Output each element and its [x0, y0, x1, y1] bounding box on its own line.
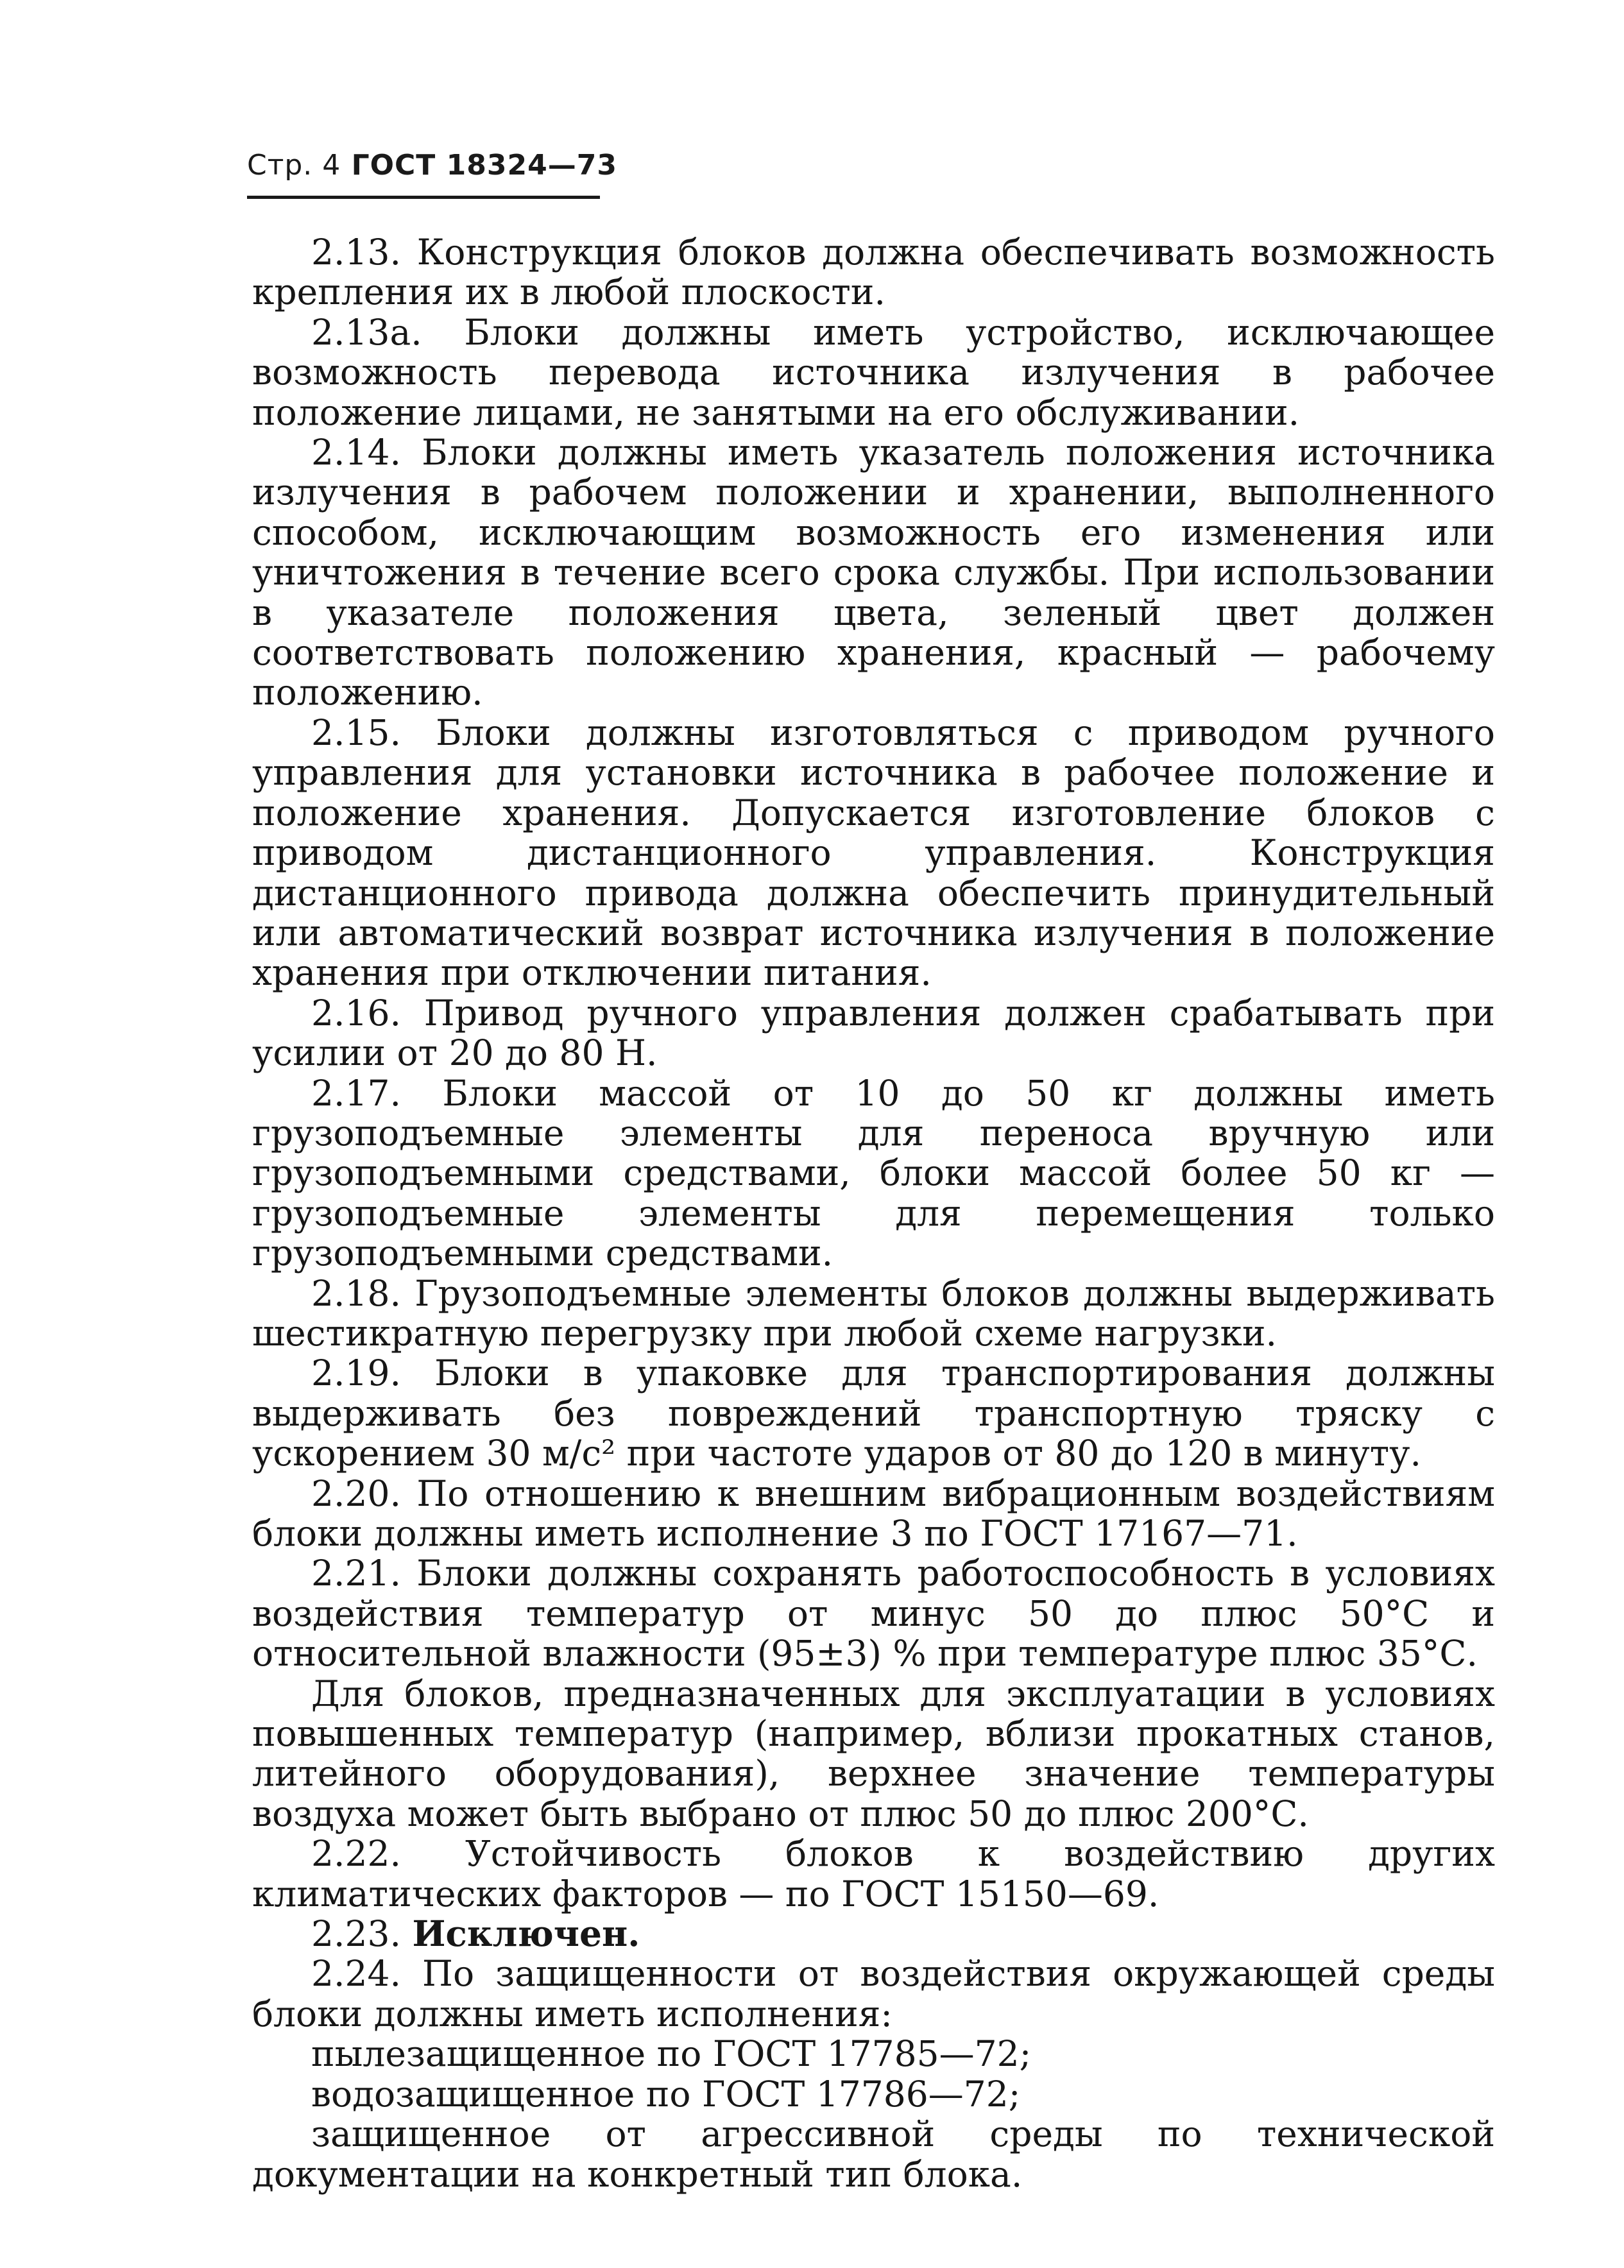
paragraph-2-24: 2.24. По защищенности от воздействия окружающей среды блоки должны иметь исполнения: — [252, 1953, 1495, 2034]
paragraph-2-18: 2.18. Грузоподъемные элементы блоков должны выдерживать шестикратную перегрузку при любой схеме нагрузки. — [252, 1272, 1495, 1354]
paragraph-2-22: 2.22. Устойчивость блоков к воздействию других климатических факторов — по ГОСТ 15150—69. — [252, 1833, 1495, 1914]
variant-dustproof: пылезащищенное по ГОСТ 17785—72; — [311, 2033, 1032, 2075]
page-number: Стр. 4 — [247, 149, 341, 182]
paragraph-2-21: 2.21. Блоки должны сохранять работоспособность в условиях воздействия температур от минус 50 до плюс 50°С и относительной влажности (95±3) % при температуре плюс 35°С. — [252, 1553, 1495, 1675]
paragraph-2-21-note: Для блоков, предназначенных для эксплуатации в условиях повышенных температур (например, вблизи прокатных станов, литейного оборудования), верхнее значение температуры воздуха может быть выбрано от плюс 50 до плюс 200°С. — [252, 1673, 1495, 1834]
paragraph-2-19: 2.19. Блоки в упаковке для транспортирования должны выдерживать без повреждений транспортную тряску с ускорением 30 м/с² при частоте ударов от 80 до 120 в минуту. — [252, 1352, 1495, 1474]
item-number: 2.23. — [311, 1913, 401, 1955]
paragraph-2-15: 2.15. Блоки должны изготовляться с приводом ручного управления для установки источника в рабочее положение и положение хранения. Допускается изготовление блоков с приводом дистанционного управления. Конструкция дистанционного привода должна обеспечить принудительный или автоматический возврат источника излучения в положение хранения при отключении питания. — [252, 712, 1495, 994]
paragraph-2-16: 2.16. Привод ручного управления должен срабатывать при усилии от 20 до 80 Н. — [252, 992, 1495, 1074]
standard-designation: ГОСТ 18324—73 — [351, 149, 617, 182]
variant-corrosion-protected: защищенное от агрессивной среды по технической документации на конкретный тип блока. — [252, 2113, 1495, 2195]
excluded-label: Исключен. — [412, 1913, 640, 1955]
paragraph-2-17: 2.17. Блоки массой от 10 до 50 кг должны иметь грузоподъемные элементы для переноса вручную или грузоподъемными средствами, блоки массой более 50 кг — грузоподъемные элементы для перемещения только грузоподъемными средствами. — [252, 1072, 1495, 1274]
paragraph-2-14: 2.14. Блоки должны иметь указатель положения источника излучения в рабочем положении и хранении, выполненного способом, исключающим возможность его изменения или уничтожения в течение всего срока службы. При использовании в указателе положения цвета, зеленый цвет должен соответствовать положению хранения, красный — рабочему положению. — [252, 432, 1495, 713]
page-header — [247, 149, 617, 182]
document-body — [252, 232, 1495, 2194]
paragraph-2-23 — [252, 1914, 1495, 1954]
paragraph-2-13: 2.13. Конструкция блоков должна обеспечивать возможность крепления их в любой плоскости. — [252, 232, 1495, 313]
header-rule — [247, 196, 600, 199]
paragraph-2-13a: 2.13а. Блоки должны иметь устройство, исключающее возможность перевода источника излучения в рабочее положение лицами, не занятыми на его обслуживании. — [252, 311, 1495, 433]
variant-waterproof: водозащищенное по ГОСТ 17786—72; — [311, 2073, 1021, 2115]
paragraph-2-20: 2.20. По отношению к внешним вибрационным воздействиям блоки должны иметь исполнение 3 по ГОСТ 17167—71. — [252, 1472, 1495, 1554]
